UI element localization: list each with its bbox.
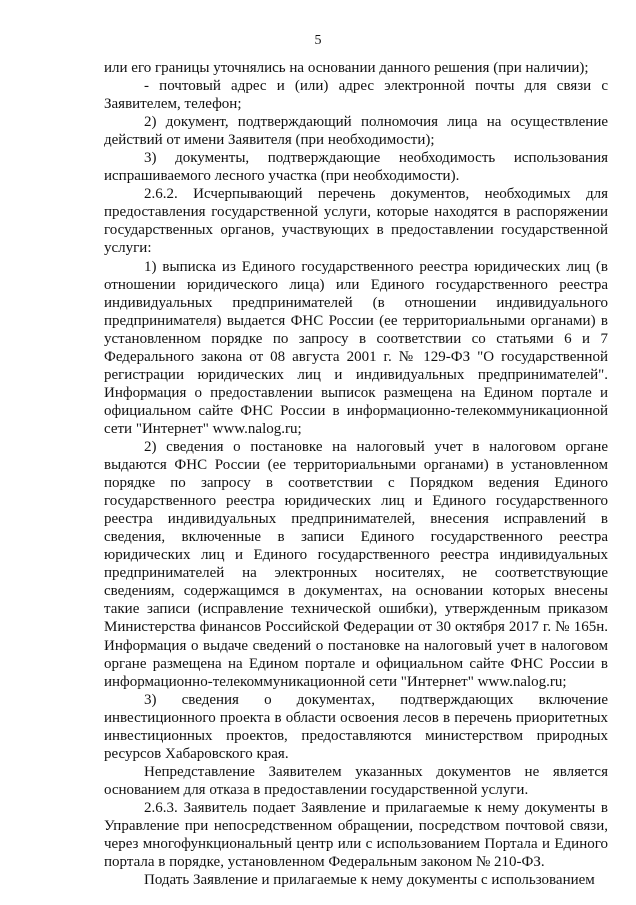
paragraph-tax-registration: 2) сведения о постановке на налоговый учет в налоговом органе выдаются ФНС России (ее территориальными органами) в установленном порядке по запросу в соответствии с Порядком ведения Единого государственного реестра юридических лиц и Единого государственного реестра индивидуальных предпринимателей, внесения исправлений в сведения, включенные в записи Единого государственного реестра юридических лиц и Единого государственного реестра индивидуальных предпринимателей на электронных носителях, не соответствующие сведениям, содержащимся в документах, на основании которых внесены такие записи (исправление технической ошибки), утвержденным приказом Министерства финансов Российской Федерации от 30 октября 2017 г. № 165н. Информация о выдаче сведений о постановке на налоговый учет в налоговом органе размещена на Едином портале и официальном сайте ФНС России в информационно-телекоммуникационной сети "Интернет" www.nalog.ru; — [104, 438, 608, 690]
paragraph-section-2-6-3: 2.6.3. Заявитель подает Заявление и прилагаемые к нему документы в Управление при непосредственном обращении, посредством почтовой связи, через многофункциональный центр или с использованием Портала и Единого портала в порядке, установленном Федеральным законом № 210-ФЗ. — [104, 799, 608, 871]
paragraph-submission-continued: Подать Заявление и прилагаемые к нему документы с использованием — [144, 872, 595, 889]
paragraph-authority-document: 2) документ, подтверждающий полномочия лица на осуществление действий от имени Заявителя (при необходимости); — [104, 114, 608, 149]
document-body — [104, 59, 608, 889]
page-number: 5 — [314, 33, 322, 48]
paragraph-contact-address: - почтовый адрес и (или) адрес электронной почты для связи с Заявителем, телефон; — [104, 78, 608, 113]
paragraph-necessity-documents: 3) документы, подтверждающие необходимость использования испрашиваемого лесного участка (при необходимости). — [104, 150, 608, 185]
paragraph-continuation: или его границы уточнялись на основании данного решения (при наличии); — [104, 60, 589, 76]
paragraph-non-submission: Непредставление Заявителем указанных документов не является основанием для отказа в предоставлении государственной услуги. — [104, 763, 608, 798]
paragraph-egrul-extract: 1) выписка из Единого государственного реестра юридических лиц (в отношении юридического лица) или Единого государственного реестра индивидуальных предпринимателей (в отношении индивидуального предпринимателя) выдается ФНС России (ее территориальными органами) в установленном порядке по запросу в соответствии со статьями 6 и 7 Федерального закона от 08 августа 2001 г. № 129-ФЗ "О государственной регистрации юридических лиц и индивидуальных предпринимателей". Информация о предоставлении выписок размещена на Едином портале и официальном сайте ФНС России в информационно-телекоммуникационной сети "Интернет" www.nalog.ru; — [104, 258, 608, 437]
paragraph-investment-project: 3) сведения о документах, подтверждающих включение инвестиционного проекта в области освоения лесов в перечень приоритетных инвестиционных проектов, предоставляются министерством природных ресурсов Хабаровского края. — [104, 691, 608, 762]
paragraph-section-2-6-2: 2.6.2. Исчерпывающий перечень документов, необходимых для предоставления государственной услуги, которые находятся в распоряжении государственных органов, участвующих в предоставлении государственной услуги: — [104, 186, 608, 257]
